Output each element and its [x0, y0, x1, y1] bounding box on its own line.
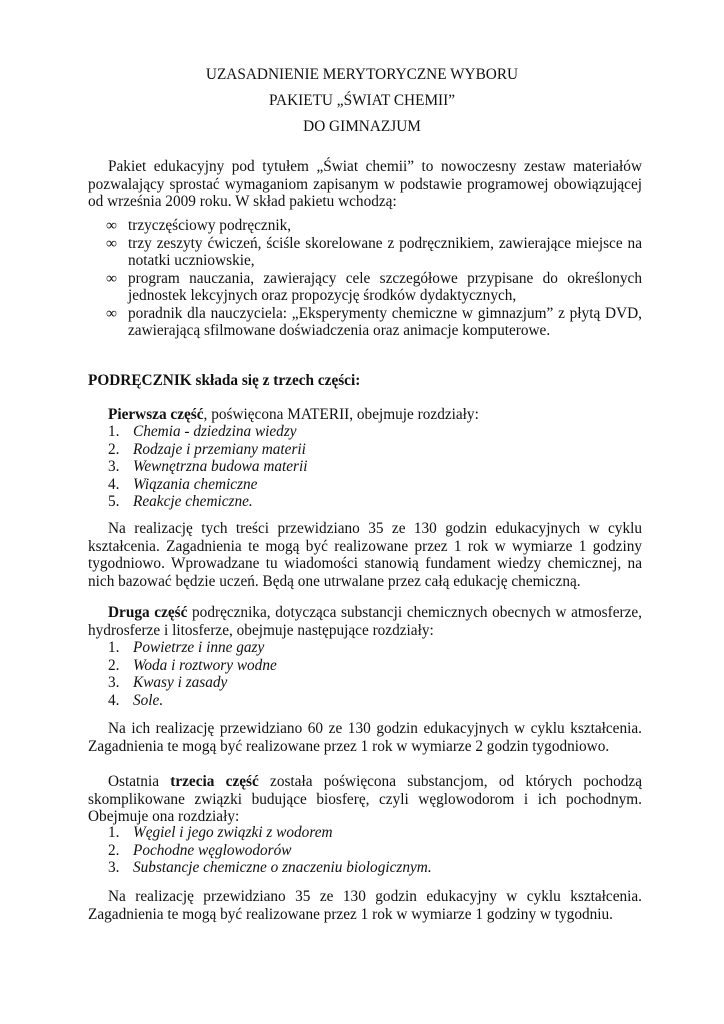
list-item: 4. Sole.: [108, 691, 164, 709]
list-item: 1. Węgiel i jego związki z wodorem: [108, 824, 333, 841]
part2-chapter-list: [108, 639, 277, 709]
title-line-2: PAKIETU „ŚWIAT CHEMII”: [268, 92, 456, 109]
part3-chapter-list: [108, 824, 432, 877]
list-item: 1. Powietrze i inne gazy: [108, 639, 265, 656]
infinity-bullet-icon: ∞: [106, 304, 117, 322]
title-line-1: UZASADNIENIE MERYTORYCZNE WYBORU: [205, 66, 519, 83]
list-item: 3. Substancje chemiczne o znaczeniu biologicznym.: [108, 859, 432, 876]
part1-note: Na realizację tych treści przewidziano 35 ze 130 godzin edukacyjnych w cyklu kształcenia. Zagadnienia te mogą być realizowane przez 1 rok w wymiarze 1 godziny tygodniowo. Wprowadzane tu wiadomości stanowią fundament wiedzy chemicznej, na nich bazować będzie uczeń. Będą one utrwalane przez całą edukację chemiczną.: [88, 520, 642, 590]
list-item: ∞ poradnik dla nauczyciela: „Eksperymenty chemiczne w gimnazjum” z płytą DVD, zawierającą sfilmowane doświadczenia oraz animacje komputerowe.: [106, 304, 642, 339]
list-item: ∞ trzyczęściowy podręcznik,: [106, 217, 292, 234]
list-item: 5. Reakcje chemiczne.: [108, 493, 253, 510]
intro-paragraph: [88, 158, 642, 211]
title-line-3: DO GIMNAZJUM: [303, 118, 421, 135]
part1-lead: Pierwsza część, poświęcona MATERII, obejmuje rozdziały:: [108, 406, 479, 423]
list-item: 4. Wiązania chemiczne: [108, 475, 258, 493]
list-item: 3. Kwasy i zasady: [108, 674, 228, 691]
part3-note: Na realizację przewidziano 35 ze 130 godzin edukacyjny w cyklu kształcenia. Zagadnienia te mogą być realizowane przez 1 rok w wymiarze 1 godziny w tygodniu.: [88, 888, 642, 923]
intro-text: Pakiet edukacyjny pod tytułem „Świat chemii” to nowoczesny zestaw materiałów pozwalający sprostać wymaganiom zapisanym w podstawie programowej obowiązującej od września 2009 roku. W skład pakietu wchodzą:: [88, 158, 642, 210]
infinity-bullet-icon: ∞: [106, 217, 117, 234]
list-item: ∞ program nauczania, zawierający cele szczegółowe przypisane do określonych jednostek lekcyjnych oraz propozycję środków dydaktycznych,: [106, 269, 642, 304]
infinity-bullet-icon: ∞: [106, 269, 117, 287]
list-item: 2. Rodzaje i przemiany materii: [108, 440, 306, 458]
part3-lead: Ostatnia trzecia część została poświęcona substancjom, od których pochodzą skomplikowane związki budujące biosferę, czyli węglowodorom i ich pochodnym. Obejmuje ona rozdziały:: [88, 773, 642, 825]
list-item: 2. Woda i roztwory wodne: [108, 656, 277, 674]
list-item: ∞ trzy zeszyty ćwiczeń, ściśle skorelowane z podręcznikiem, zawierające miejsce na notatki uczniowskie,: [106, 234, 642, 269]
list-item: 3. Wewnętrzna budowa materii: [108, 458, 308, 475]
infinity-bullet-icon: ∞: [106, 234, 117, 252]
list-item: 2. Pochodne węglowodorów: [108, 841, 292, 859]
part1-chapter-list: [108, 423, 308, 511]
part2-lead: Druga część podręcznika, dotycząca substancji chemicznych obecnych w atmosferze, hydrosferze i litosferze, obejmuje następujące rozdziały:: [88, 604, 642, 639]
section-heading: PODRĘCZNIK składa się z trzech części:: [88, 372, 361, 389]
part2-note: Na ich realizację przewidziano 60 ze 130 godzin edukacyjnych w cyklu kształcenia. Zagadnienia te mogą być realizowane przez 1 rok w wymiarze 2 godzin tygodniowo.: [88, 720, 642, 755]
list-item: 1. Chemia - dziedzina wiedzy: [108, 423, 297, 440]
package-contents-list: [88, 217, 642, 340]
